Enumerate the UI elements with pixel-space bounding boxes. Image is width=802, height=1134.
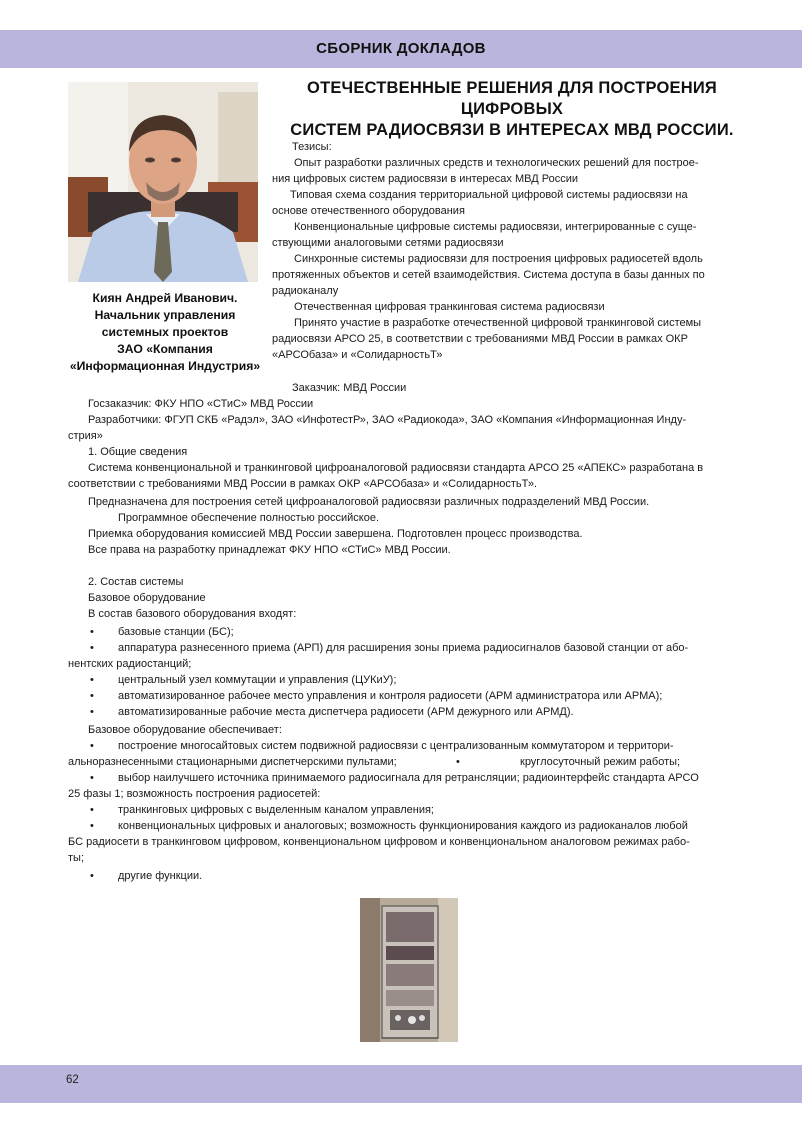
- thesis-line: Принято участие в разработке отечественной цифровой транкинговой системы: [294, 317, 702, 329]
- bullet: •: [90, 674, 94, 686]
- author-position: системных проектов: [101, 325, 229, 339]
- equipment-rack-photo: [360, 898, 458, 1042]
- list-item: базовые станции (БС);: [118, 626, 234, 638]
- list-item: построение многосайтовых систем подвижной радиосвязи с централизованным коммутатором и территори-: [118, 740, 674, 752]
- bullet: •: [90, 740, 94, 752]
- list-item: автоматизированное рабочее место управления и контроля радиосети (АРМ администратора или АРМА);: [118, 690, 663, 702]
- theses-heading: Тезисы:: [292, 141, 332, 153]
- page-number: 62: [66, 1074, 79, 1086]
- thesis-line: Типовая схема создания территориальной цифровой системы радиосвязи на: [290, 189, 688, 201]
- list-item: альноразнесенными стационарными диспетчерскими пультами;: [68, 756, 397, 768]
- bullet: •: [90, 690, 94, 702]
- thesis-line: основе отечественного оборудования: [272, 205, 465, 217]
- bullet: •: [90, 804, 94, 816]
- paragraph-line: Программное обеспечение полностью российское.: [118, 512, 380, 524]
- author-company: ЗАО «Компания: [117, 342, 213, 356]
- article-title-line: СИСТЕМ РАДИОСВЯЗИ В ИНТЕРЕСАХ МВД РОССИИ.: [290, 121, 734, 139]
- article-title-line: ОТЕЧЕСТВЕННЫЕ РЕШЕНИЯ ДЛЯ ПОСТРОЕНИЯ ЦИФРОВЫХ: [307, 79, 717, 118]
- paragraph-line: Система конвенциональной и транкинговой цифроаналоговой радиосвязи стандарта АРСО 25 «АПЕКС» разработана в: [88, 462, 704, 474]
- article-title: [272, 78, 752, 141]
- thesis-line: протяженных объектов и сетей взаимодействия. Система доступа в базы данных по: [272, 269, 705, 281]
- bullet: •: [90, 642, 94, 654]
- list-item: нентских радиостанций;: [68, 658, 192, 670]
- thesis-line: радиосвязи АРСО 25, в соответствии с требованиями МВД России в рамках ОКР: [272, 333, 688, 345]
- developers-line: Разработчики: ФГУП СКБ «Радэл», ЗАО «ИнфотестР», ЗАО «Радиокода», ЗАО «Компания «Информационная Инду-: [88, 414, 687, 426]
- paragraph-line: В состав базового оборудования входят:: [88, 608, 297, 620]
- thesis-line: ния цифровых систем радиосвязи в интересах МВД России: [272, 173, 578, 185]
- list-item: выбор наилучшего источника принимаемого радиосигнала для ретрансляции; радиоинтерфейс стандарта АРСО: [118, 772, 699, 784]
- paragraph-line: Предназначена для построения сетей цифроаналоговой радиосвязи различных подразделений МВД России.: [88, 496, 650, 508]
- author-caption: [60, 290, 270, 375]
- bullet: •: [90, 820, 94, 832]
- bullet: •: [90, 870, 94, 882]
- thesis-line: Конвенциональные цифровые системы радиосвязи, интегрированные с суще-: [294, 221, 697, 233]
- thesis-line: Отечественная цифровая транкинговая система радиосвязи: [294, 301, 605, 313]
- bullet: •: [90, 706, 94, 718]
- thesis-line: Опыт разработки различных средств и технологических решений для построе-: [294, 157, 699, 169]
- state-customer-line: Госзаказчик: ФКУ НПО «СТиС» МВД России: [88, 398, 314, 410]
- section-heading: 2. Состав системы: [88, 576, 184, 588]
- list-item: другие функции.: [118, 870, 203, 882]
- author-name: Киян Андрей Иванович.: [92, 291, 238, 305]
- author-portrait: [68, 82, 258, 282]
- bullet: •: [456, 756, 460, 768]
- bullet: •: [90, 626, 94, 638]
- list-item: круглосуточный режим работы;: [520, 756, 681, 768]
- list-item: 25 фазы 1; возможность построения радиосетей:: [68, 788, 321, 800]
- list-item: автоматизированные рабочие места диспетчера радиосети (АРМ дежурного или АРМД).: [118, 706, 574, 718]
- paragraph-line: Базовое оборудование обеспечивает:: [88, 724, 282, 736]
- thesis-line: «АРСОбаза» и «СолидарностьТ»: [272, 349, 443, 361]
- list-item: центральный узел коммутации и управления (ЦУКиУ);: [118, 674, 397, 686]
- paragraph-line: Все права на разработку принадлежат ФКУ НПО «СТиС» МВД России.: [88, 544, 451, 556]
- list-item: БС радиосети в транкинговом цифровом, конвенциональном цифровом и конвенциональном аналоговом режимах рабо-: [68, 836, 690, 848]
- list-item: конвенциональных цифровых и аналоговых; возможность функционирования каждого из радиоканалов любой: [118, 820, 688, 832]
- thesis-line: радиоканалу: [272, 285, 339, 297]
- collection-title: СБОРНИК ДОКЛАДОВ: [316, 40, 486, 57]
- bullet: •: [90, 772, 94, 784]
- paragraph-line: Приемка оборудования комиссией МВД России завершена. Подготовлен процесс производства.: [88, 528, 583, 540]
- list-item: ты;: [68, 852, 85, 864]
- subsection-heading: Базовое оборудование: [88, 592, 206, 604]
- developers-line: стрия»: [68, 430, 103, 442]
- thesis-line: Синхронные системы радиосвязи для построения цифровых радиосетей вдоль: [294, 253, 703, 265]
- author-company: «Информационная Индустрия»: [69, 359, 261, 373]
- list-item: аппаратура разнесенного приема (АРП) для расширения зоны приема радиосигналов базовой станции от або-: [118, 642, 689, 654]
- section-heading: 1. Общие сведения: [88, 446, 188, 458]
- footer-band: [0, 1065, 802, 1103]
- customer-line: Заказчик: МВД России: [292, 382, 407, 394]
- thesis-line: ствующими аналоговыми сетями радиосвязи: [272, 237, 504, 249]
- list-item: транкинговых цифровых с выделенным каналом управления;: [118, 804, 434, 816]
- paragraph-line: соответствии с требованиями МВД России в рамках ОКР «АРСОбаза» и «СолидарностьТ».: [68, 478, 538, 490]
- author-position: Начальник управления: [94, 308, 236, 322]
